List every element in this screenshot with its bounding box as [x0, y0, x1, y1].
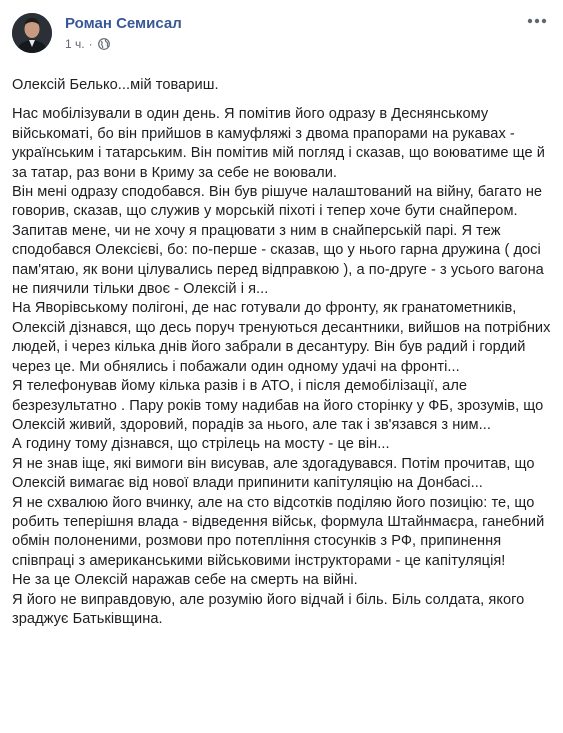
avatar-image — [12, 13, 52, 53]
post-paragraph: Я не схвалюю його вчинку, але на сто відсотків поділяю його позицію: те, що робить теперішня влада - відведення військ, формула Штайнмаєра, ганебний обмін полоненими, розмови про потепління стосунків з РФ, припинення співпраці з американськими військовими інструкторами - це капітуляція! — [12, 494, 545, 569]
post-paragraph: Я його не виправдовую, але розумію його відчай і біль. Біль солдата, якого зраджує Батьківщина. — [12, 591, 525, 627]
more-dots-icon — [527, 18, 547, 24]
post-timestamp[interactable]: 1 ч. — [65, 37, 85, 51]
post-paragraph: Нас мобілізували в один день. Я помітив його одразу в Деснянському військоматі, бо він прийшов в камуфляжі з двома прапорами на рукавах - українським і татарським. Він помітив мій погляд і сказав, що воюватиме ще й за татар, раз вони в Криму за себе не воювали. — [12, 106, 545, 181]
post-paragraph: А годину тому дізнався, що стрілець на мосту - це він... — [12, 436, 390, 453]
more-options-button[interactable] — [525, 14, 549, 28]
author-block — [65, 10, 182, 52]
post-meta — [65, 36, 182, 52]
post-paragraph: Я не знав іще, які вимоги він висував, але здогадувався. Потім прочитав, що Олексій вимагає від нової влади припинити капітуляцію на Донбасі... — [12, 455, 535, 492]
globe-icon[interactable] — [98, 38, 110, 50]
post-paragraph: На Яворівському полігоні, де нас готували до фронту, як гранатометників, Олексій дізнався, що десь поруч тренуються десантники, вийшов на потрібних людей, і через кілька днів його забрали в десантуру. Він був радий і гордий через це. Ми обнялись і побажали один одному удачі на фронті... — [12, 300, 551, 375]
post-paragraph: Я телефонував йому кілька разів і в АТО, і після демобілізації, але безрезультатно . Пару років тому надибав на його сторінку у ФБ, зрозумів, що Олексій живий, здоровий, порадів за нього, але так і зв'язався з ним... — [12, 378, 544, 433]
post-paragraph: Не за це Олексій наражав себе на смерть на війні. — [12, 572, 358, 589]
author-name-link[interactable]: Роман Семисал — [65, 15, 182, 32]
post-header — [12, 10, 551, 62]
post-paragraph: Олексій Белько...мій товариш. — [12, 77, 219, 93]
meta-separator: · — [88, 37, 93, 51]
avatar[interactable] — [12, 13, 52, 53]
post-paragraph: Він мені одразу сподобався. Він був рішуче налаштований на війну, багато не говорив, сказав, що служив у морській піхоті і тепер хоче бути снайпером. Запитав мене, чи не хочу я працювати з ним в снайперській парі. Я теж сподобався Олексієві, бо: по-перше - сказав, що у нього гарна дружина ( досі пам'ятаю, як вони цілувались перед відправкою ), а по-друге - з усього вагона не пиячили тільки двоє - Олексій і я... — [12, 184, 544, 298]
post-text — [12, 76, 552, 629]
